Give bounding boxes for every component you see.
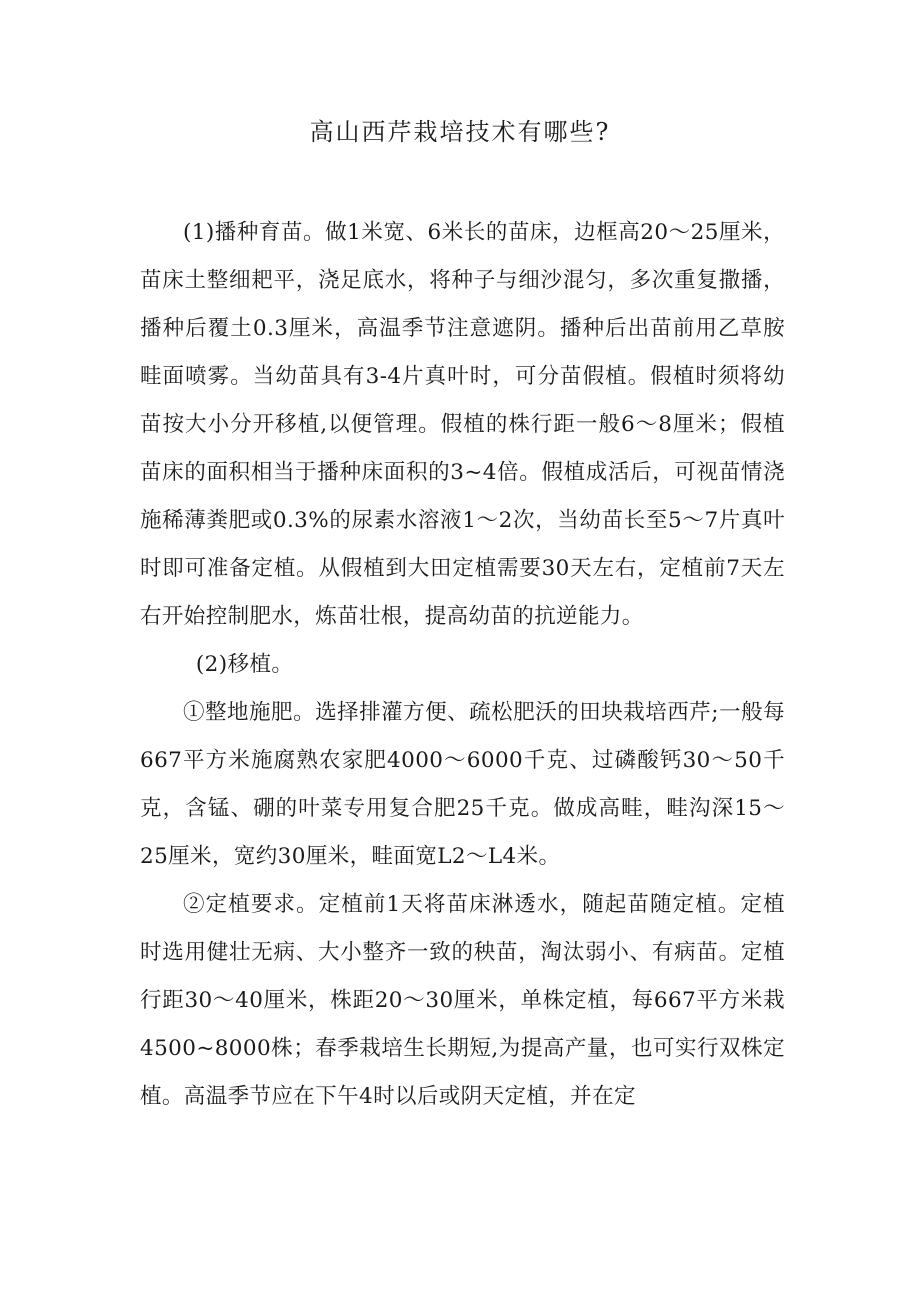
paragraph-sowing: (1)播种育苗。做1米宽、6米长的苗床，边框高20～25厘米，苗床土整细耙平，浇足底水，将种子与细沙混匀，多次重复撒播，播种后覆土0.3厘米，高温季节注意遮阴。播种后出苗前用乙草胺畦面喷雾。当幼苗具有3-4片真叶时，可分苗假植。假植时须将幼苗按大小分开移植,以便管理。假植的株行距一般6～8厘米；假植苗床的面积相当于播种床面积的3~4倍。假植成活后，可视苗情浇施稀薄粪肥或0.3%的尿素水溶液1～2次，当幼苗长至5～7片真叶时即可准备定植。从假植到大田定植需要30天左右，定植前7天左右开始控制肥水，炼苗壮根，提高幼苗的抗逆能力。 bbox=[140, 220, 785, 629]
document-title: 高山西芹栽培技术有哪些? bbox=[309, 118, 611, 146]
document-body bbox=[140, 209, 785, 1121]
paragraph-planting-requirements: ②定植要求。定植前1天将苗床淋透水，随起苗随定植。定植时选用健壮无病、大小整齐一致的秧苗，淘汰弱小、有病苗。定植行距30～40厘米，株距20～30厘米，单株定植，每667平方米栽4500~8000株；春季栽培生长期短,为提高产量，也可实行双株定植。高温季节应在下午4时以后或阴天定植，并在定 bbox=[140, 892, 785, 1109]
paragraph-soil-preparation: ①整地施肥。选择排灌方便、疏松肥沃的田块栽培西芹;一般每667平方米施腐熟农家肥4000～6000千克、过磷酸钙30～50千克，含锰、硼的叶菜专用复合肥25千克。做成高畦，畦沟深15～25厘米，宽约30厘米，畦面宽L2～L4米。 bbox=[140, 700, 785, 869]
paragraph-transplant-heading: (2)移植。 bbox=[195, 652, 294, 677]
